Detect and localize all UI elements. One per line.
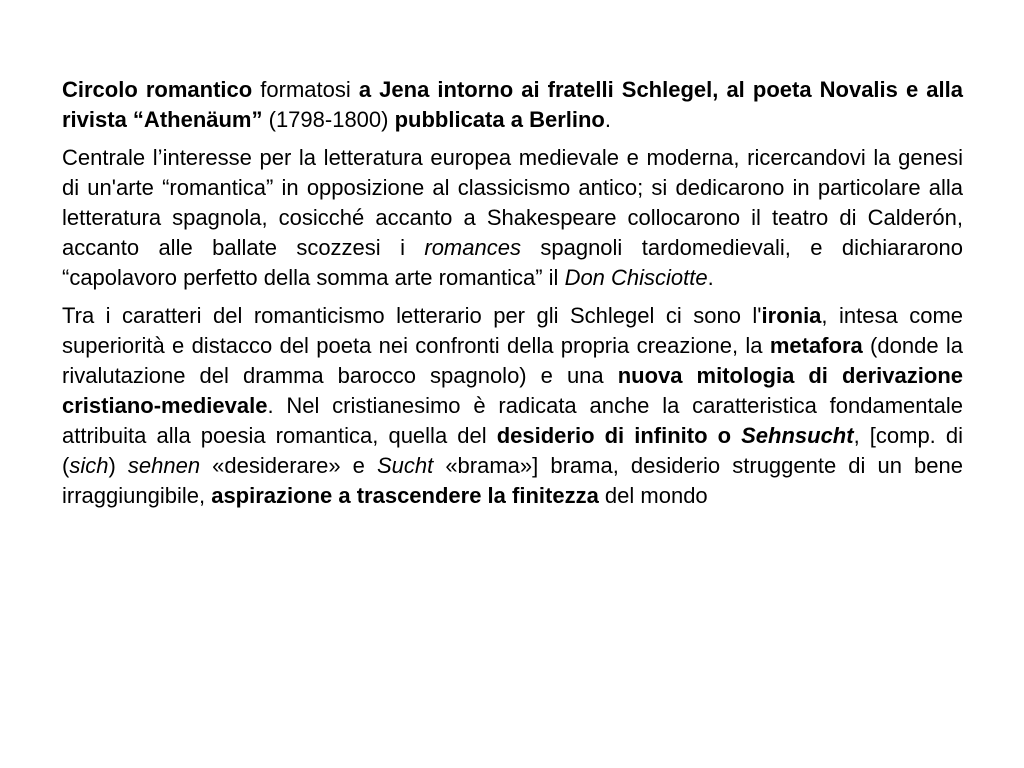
italic-text: Sehnsucht [741, 423, 854, 448]
bold-italic-text [741, 423, 853, 448]
bold-text: aspirazione a trascendere la finitezza [211, 483, 599, 508]
text-run: Centrale l’interesse per la letteratura europea medievale e moderna, ricercandovi la genesi di un'arte “romantica” in opposizione al classicismo antico; si dedicarono in particolare alla letteratura spagnola, cosicché accanto a Shakespeare collocarono il teatro di Calderón, accanto alle ballate scozzesi i [62, 145, 963, 260]
italic-text: sich [69, 453, 109, 478]
bold-text: Circolo romantico [62, 77, 253, 102]
text-run: . Nel cristianesimo è radicata anche la caratteristica fondamentale attribuita alla poesia romantica, quella del [62, 393, 963, 448]
text-run: formatosi [252, 77, 359, 102]
bold-text: pubblicata a Berlino [394, 107, 605, 132]
bold-text: desiderio di infinito o [496, 423, 742, 448]
bold-text: metafora [769, 333, 863, 358]
italic-text: Don Chisciotte [564, 265, 708, 290]
italic-text: sehnen [127, 453, 201, 478]
text-run: ) [108, 453, 128, 478]
italic-text: Sucht [376, 453, 434, 478]
bold-text: a Jena intorno ai fratelli Schlegel, al poeta Novalis e alla rivista “Athenäum” [62, 77, 963, 132]
italic-text: romances [424, 235, 521, 260]
text-run: (donde la rivalutazione del dramma barocco spagnolo) e una [62, 333, 963, 388]
paragraph-caratteri-romanticismo [62, 301, 963, 511]
text-run: , intesa come superiorità e distacco del poeta nei confronti della propria creazione, la [62, 303, 964, 358]
text-run: . [707, 265, 714, 290]
text-run: . [604, 107, 611, 132]
bold-text: ironia [761, 303, 822, 328]
paragraph-circolo-romantico [62, 75, 963, 135]
text-run: «desiderare» e [200, 453, 377, 478]
text-run: (1798-1800) [262, 107, 395, 132]
bold-text: nuova mitologia di derivazione cristiano-medievale [62, 363, 963, 418]
text-run: , [comp. di ( [62, 423, 963, 478]
text-run: del mondo [598, 483, 708, 508]
text-run: spagnoli tardomedievali, e dichiararono “capolavoro perfetto della somma arte romantica” il [62, 235, 964, 290]
text-run: Tra i caratteri del romanticismo letterario per gli Schlegel ci sono l' [62, 303, 762, 328]
paragraph-interesse-letteratura [62, 143, 963, 293]
text-run: «brama»] brama, desiderio struggente di un bene irraggiungibile, [62, 453, 963, 508]
